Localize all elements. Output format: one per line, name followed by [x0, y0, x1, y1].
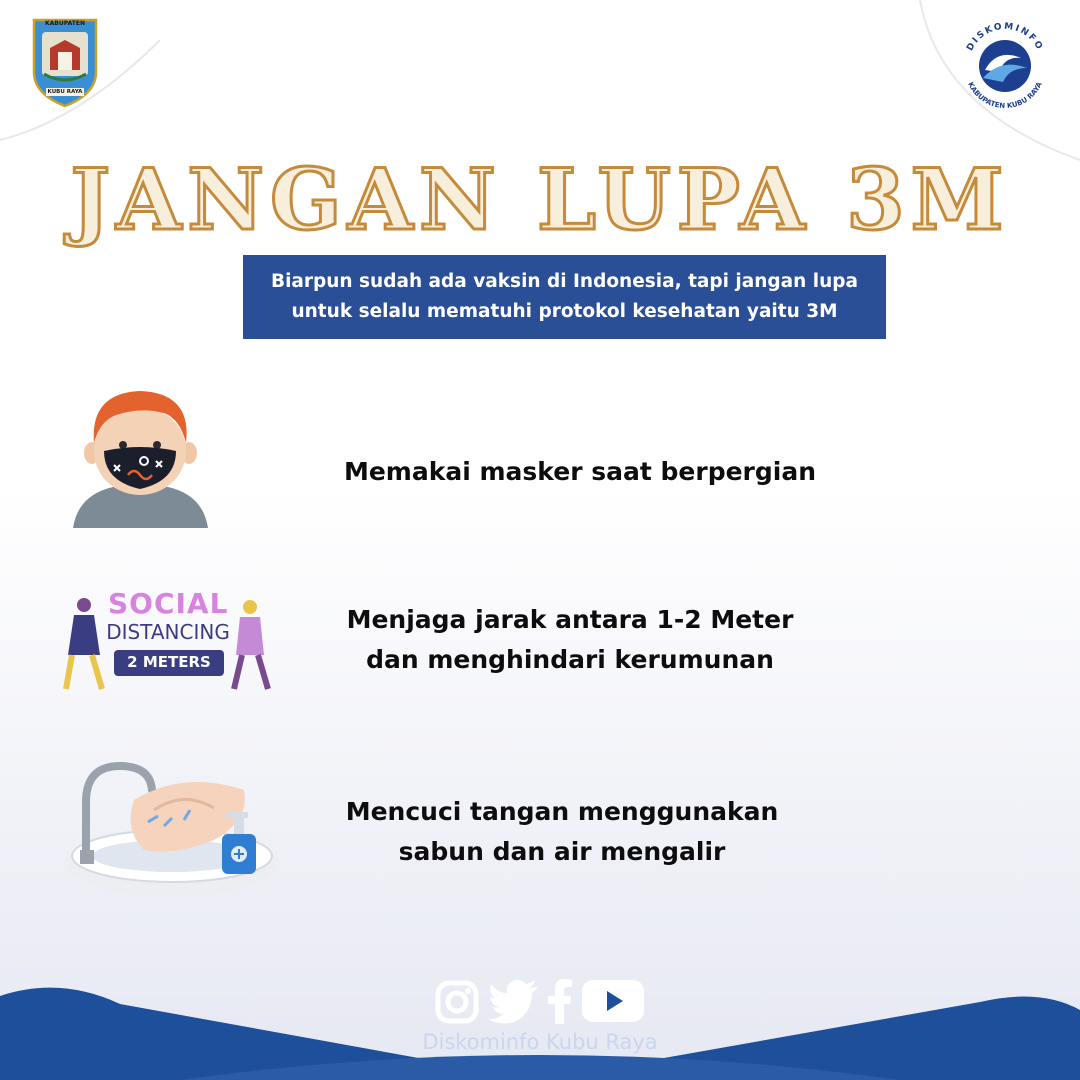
- item-distance-text: [290, 600, 850, 680]
- diskominfo-logo: [955, 18, 1055, 112]
- diskominfo-logo-arc-top: DISKOMINFO: [965, 21, 1045, 53]
- subtitle-line-2: untuk selalu mematuhi protokol kesehatan yaitu 3M: [291, 301, 838, 322]
- instagram-icon[interactable]: [435, 978, 479, 1026]
- badge-social-text: SOCIAL: [108, 587, 229, 620]
- item-distance-line-1: Menjaga jarak antara 1-2 Meter: [346, 605, 794, 634]
- youtube-icon[interactable]: [581, 978, 645, 1026]
- item-distance-line-2: dan menghindari kerumunan: [366, 645, 774, 674]
- kabupaten-logo-top-text: KABUPATEN: [45, 20, 85, 27]
- top-decor-curves: [0, 0, 1080, 170]
- item-mask-line-1: Memakai masker saat berpergian: [343, 457, 817, 486]
- handwashing-illustration: [64, 760, 284, 900]
- subtitle-banner: [243, 255, 886, 339]
- item-handwash-text: [282, 792, 842, 872]
- item-handwash-line-1: Mencuci tangan menggunakan: [345, 797, 779, 826]
- kabupaten-logo: [30, 14, 100, 108]
- footer-label: Diskominfo Kubu Raya: [422, 1030, 658, 1054]
- kabupaten-logo-bottom-text: KUBU RAYA: [47, 89, 83, 95]
- twitter-icon[interactable]: [488, 978, 540, 1026]
- diskominfo-logo-arc-bottom: KABUPATEN KUBU RAYA: [966, 80, 1044, 111]
- subtitle-line-1: Biarpun sudah ada vaksin di Indonesia, tapi jangan lupa: [270, 271, 859, 292]
- badge-distancing-text: DISTANCING: [106, 620, 230, 644]
- facebook-icon[interactable]: [548, 978, 572, 1026]
- item-mask-text: [300, 452, 860, 492]
- social-distancing-illustration: [62, 585, 274, 693]
- item-handwash-line-2: sabun dan air mengalir: [398, 837, 726, 866]
- mask-person-illustration: [68, 385, 213, 530]
- page-title: JANGAN LUPA 3M: [70, 150, 1010, 249]
- badge-meters-text: 2 METERS: [127, 653, 211, 671]
